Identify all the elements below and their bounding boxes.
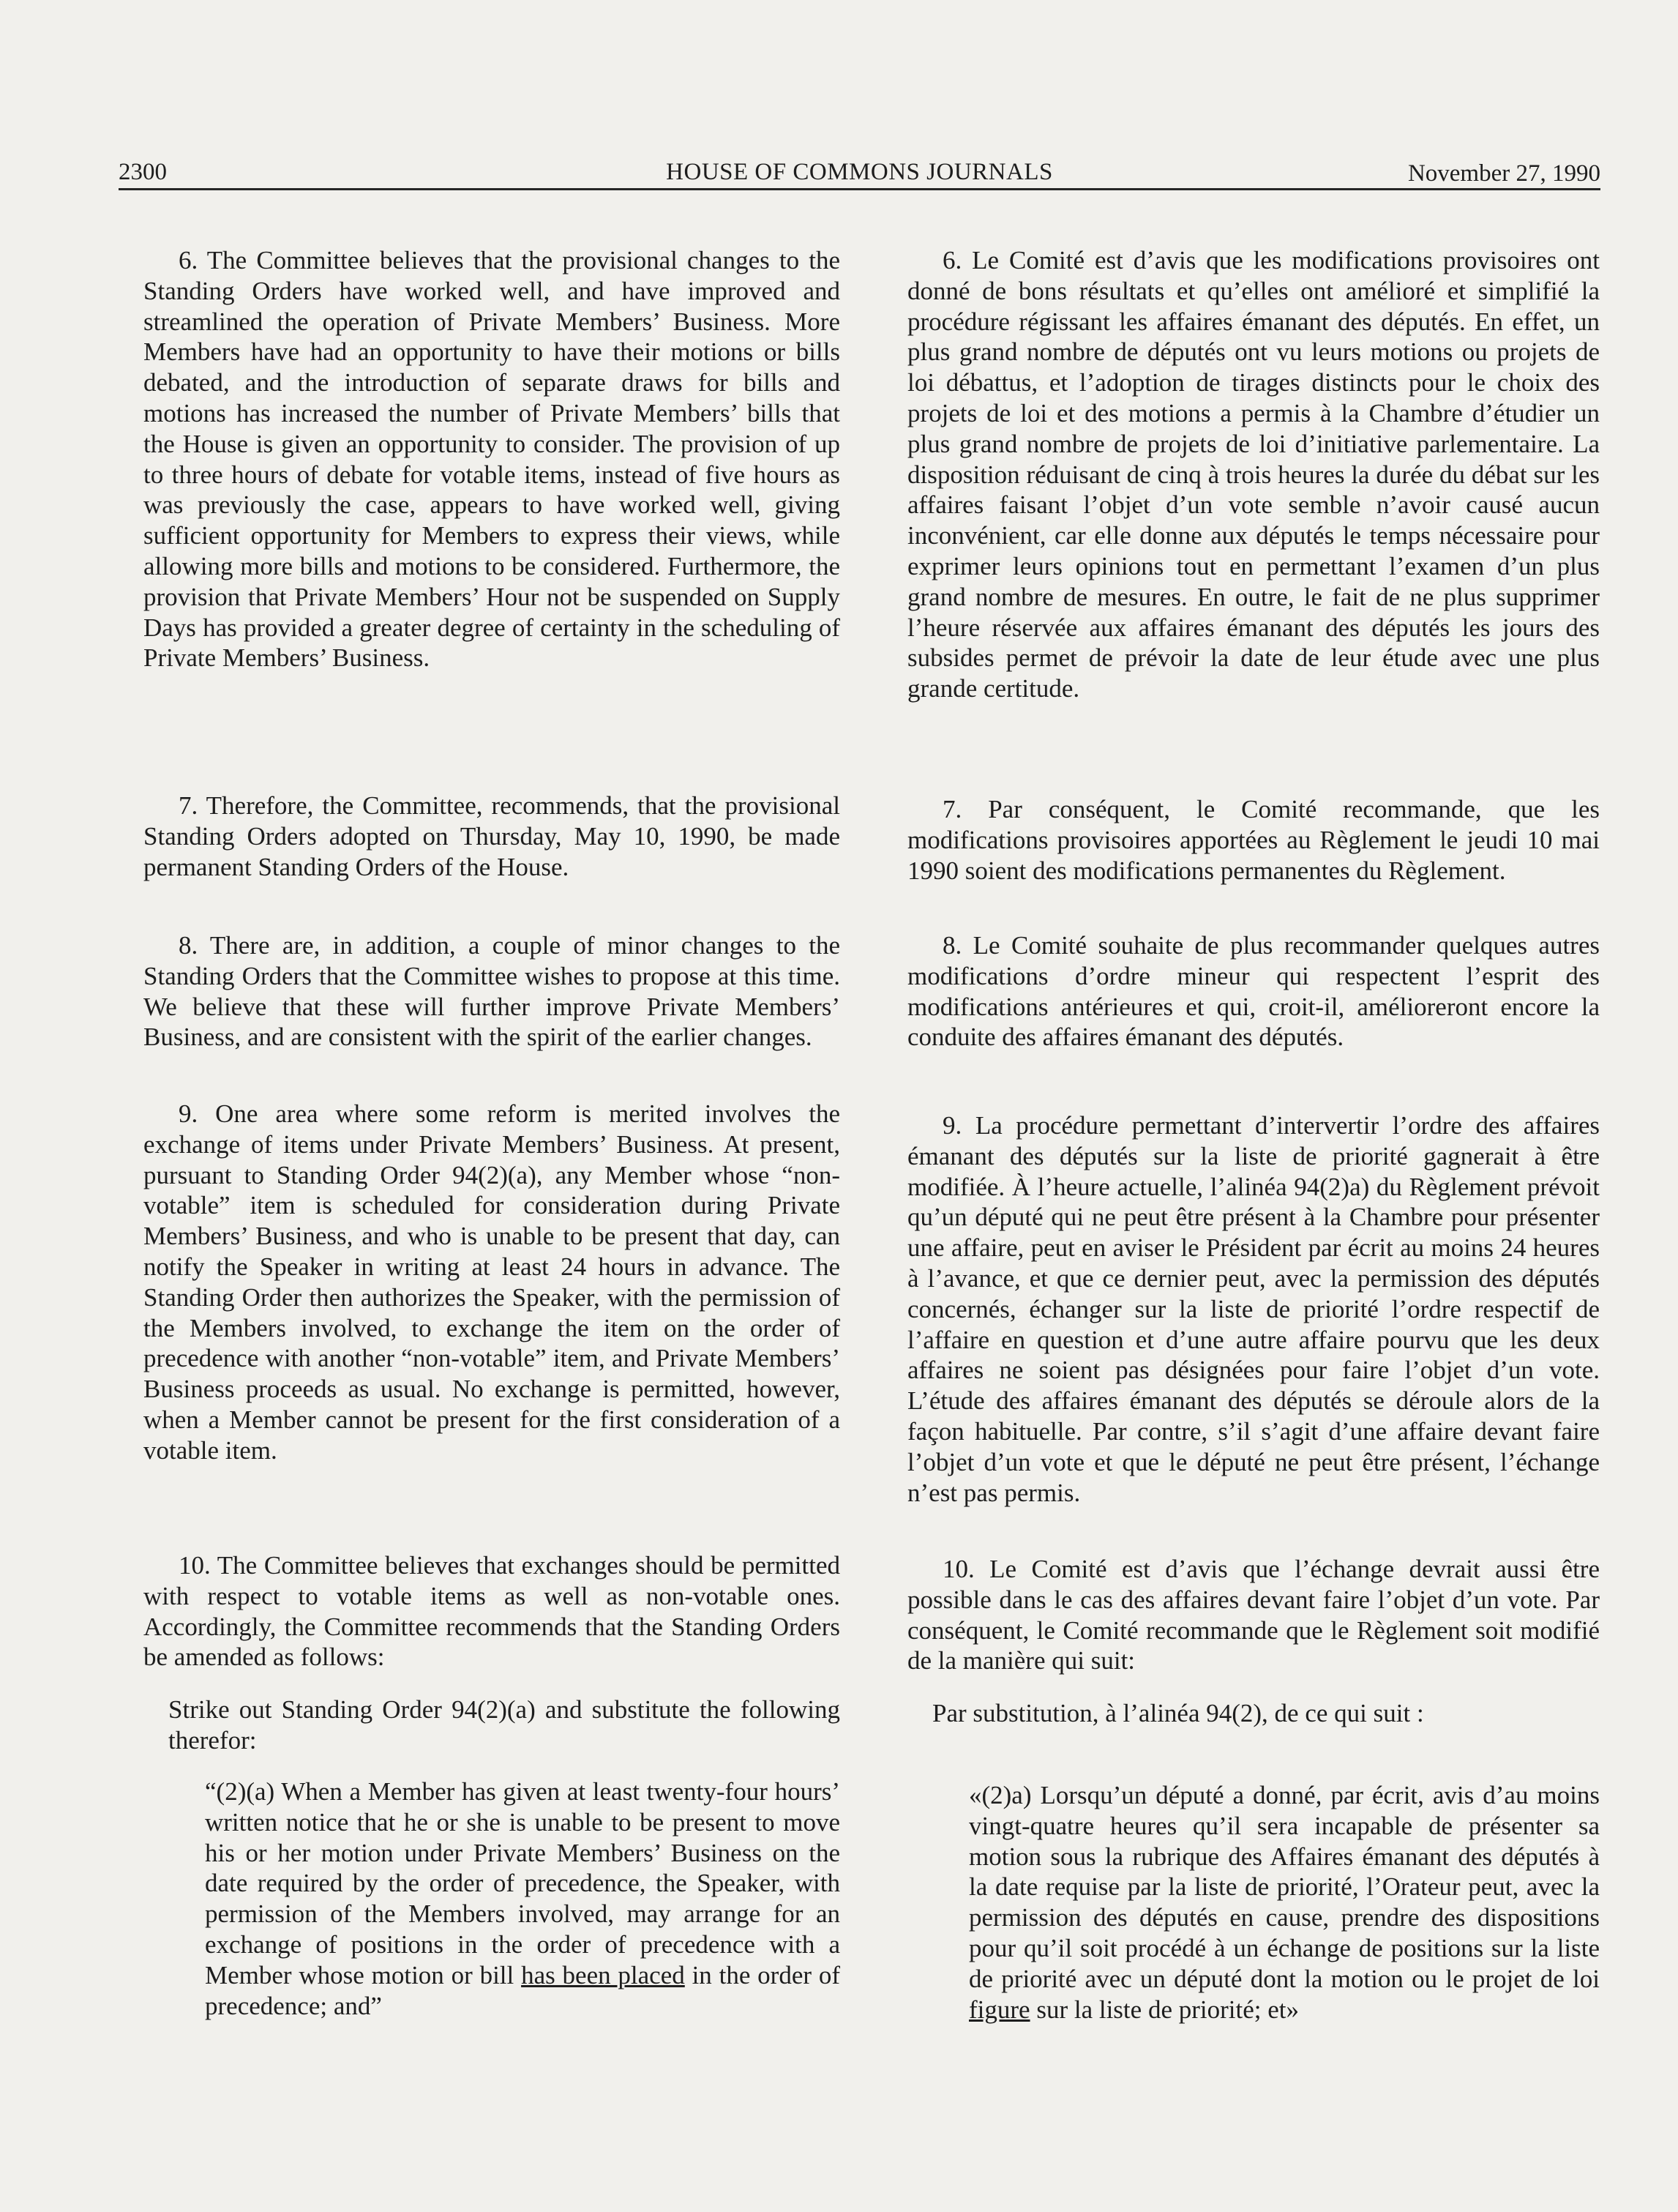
en-paragraph-10: 10. The Committee believes that exchanges should be permitted with respect to votable items as well as non-votable ones. Accordingly, the Committee recommends that the Standing Orders be amended as follows: [143, 1551, 840, 1672]
en-strike-out-instruction: Strike out Standing Order 94(2)(a) and substitute the following therefor: [168, 1695, 840, 1755]
journal-date: November 27, 1990 [1407, 160, 1600, 187]
fr-paragraph-8: 8. Le Comité souhaite de plus recommander quelques autres modifications d’ordre mineur qui respectent l’esprit des modifications antérieures et qui, croit-il, amélioreront encore la conduite des affaires émanant des députés. [907, 931, 1600, 1052]
fr-substitution-instruction: Par substitution, à l’alinéa 94(2), de ce qui suit : [932, 1699, 1424, 1727]
page-header [119, 155, 1600, 190]
fr-quote-end: sur la liste de priorité; et» [1030, 1995, 1299, 2024]
en-quote-end: in the order of precedence; and” [205, 1960, 840, 2020]
en-paragraph-9: 9. One area where some reform is merited involves the exchange of items under Private Members’ Business. At present, pursuant to Standing Order 94(2)(a), any Member whose “non-votable” item is scheduled for consideration during Private Members’ Business, and who is unable to be present that day, can notify the Speaker in writing at least 24 hours in advance. The Standing Order then authorizes the Speaker, with the permission of the Members involved, to exchange the item on the order of precedence with another “non-votable” item, and Private Members’ Business proceeds as usual. No exchange is permitted, however, when a Member cannot be present for the first consideration of a votable item. [143, 1099, 840, 1465]
en-paragraph-8: 8. There are, in addition, a couple of minor changes to the Standing Orders that the Committee wishes to propose at this time. We believe that these will further improve Private Members’ Business, and are consistent with the spirit of the earlier changes. [143, 931, 840, 1052]
fr-paragraph-7: 7. Par conséquent, le Comité recommande, que les modifications provisoires apportées au Règlement le jeudi 10 mai 1990 soient des modifications permanentes du Règlement. [907, 795, 1600, 885]
fr-paragraph-10: 10. Le Comité est d’avis que l’échange devrait aussi être possible dans le cas des affaires devant faire l’objet d’un vote. Par conséquent, le Comité recommande que le Règlement soit modifié de la manière qui suit: [907, 1555, 1600, 1675]
fr-amendment-quote [969, 1780, 1600, 2025]
fr-quote-text: «(2)a) Lorsqu’un député a donné, par écrit, avis d’au moins vingt-quatre heures qu’il sera incapable de présenter sa motion sous la rubrique des Affaires émanant des députés à la date requise par la liste de priorité, l’Orateur peut, avec la permission des députés en cause, prendre des dispositions pour qu’il soit procédé à un échange de positions sur la liste de priorité avec un député dont la motion ou le projet de loi [969, 1781, 1600, 1993]
journal-title: HOUSE OF COMMONS JOURNALS [666, 159, 1053, 185]
en-paragraph-6: 6. The Committee believes that the provisional changes to the Standing Orders have worked well, and have improved and streamlined the operation of Private Members’ Business. More Members have had an opportunity to have their motions or bills debated, and the introduction of separate draws for bills and motions has increased the number of Private Members’ bills that the House is given an opportunity to consider. The provision of up to three hours of debate for votable items, instead of five hours as was previously the case, appears to have worked well, giving sufficient opportunity for Members to express their views, while allowing more bills and motions to be considered. Furthermore, the provision that Private Members’ Hour not be suspended on Supply Days has provided a greater degree of certainty in the scheduling of Private Members’ Business. [143, 246, 840, 673]
en-quote-underlined: has been placed [521, 1960, 685, 1989]
fr-paragraph-6: 6. Le Comité est d’avis que les modifications provisoires ont donné de bons résultats et qu’elles ont amélioré et simplifié la procédure régissant les affaires émanant des députés. En effet, un plus grand nombre de députés ont vu leurs motions ou projets de loi débattus, et l’adoption de tirages distincts pour le choix des projets de loi et des motions a permis à la Chambre d’étudier un plus grand nombre de projets de loi d’initiative parlementaire. La disposition réduisant de cinq à trois heures la durée du débat sur les affaires faisant l’objet d’un vote semble n’avoir causé aucun inconvénient, car elle donne aux députés le temps nécessaire pour exprimer leurs opinions tout en permettant l’examen d’un plus grand nombre de mesures. En outre, le fait de ne plus supprimer l’heure réservée aux affaires émanant des députés les jours des subsides permet de prévoir la date de leur étude avec une plus grande certitude. [907, 246, 1600, 703]
en-paragraph-7: 7. Therefore, the Committee, recommends, that the provisional Standing Orders adopted on Thursday, May 10, 1990, be made permanent Standing Orders of the House. [143, 791, 840, 881]
en-amendment-quote [205, 1776, 840, 2021]
fr-paragraph-9: 9. La procédure permettant d’intervertir l’ordre des affaires émanant des députés sur la liste de priorité gagnerait à être modifiée. À l’heure actuelle, l’alinéa 94(2)a) du Règlement prévoit qu’un député qui ne peut être présent à la Chambre pour présenter une affaire, peut en aviser le Président par écrit au moins 24 heures à l’avance, et que ce dernier peut, avec la permission des députés concernés, échanger sur la liste de priorité l’ordre respectif de l’affaire en question et d’une autre affaire pourvu que les deux affaires ne soient pas désignées pour faire l’objet d’un vote. L’étude des affaires émanant des députés se déroule alors de la façon habituelle. Par contre, s’il s’agit d’une affaire devant faire l’objet d’un vote et que le député ne peut être présent, l’échange n’est pas permis. [907, 1111, 1600, 1507]
fr-quote-underlined: figure [969, 1995, 1030, 2024]
header-rule [119, 188, 1600, 190]
page-number: 2300 [119, 159, 167, 185]
en-quote-text: “(2)(a) When a Member has given at least twenty-four hours’ written notice that he or she is unable to be present to move his or her motion under Private Members’ Business on the date required by the order of precedence, the Speaker, with permission of the Members involved, may arrange for an exchange of positions in the order of precedence with a Member whose motion or bill [205, 1777, 840, 1989]
